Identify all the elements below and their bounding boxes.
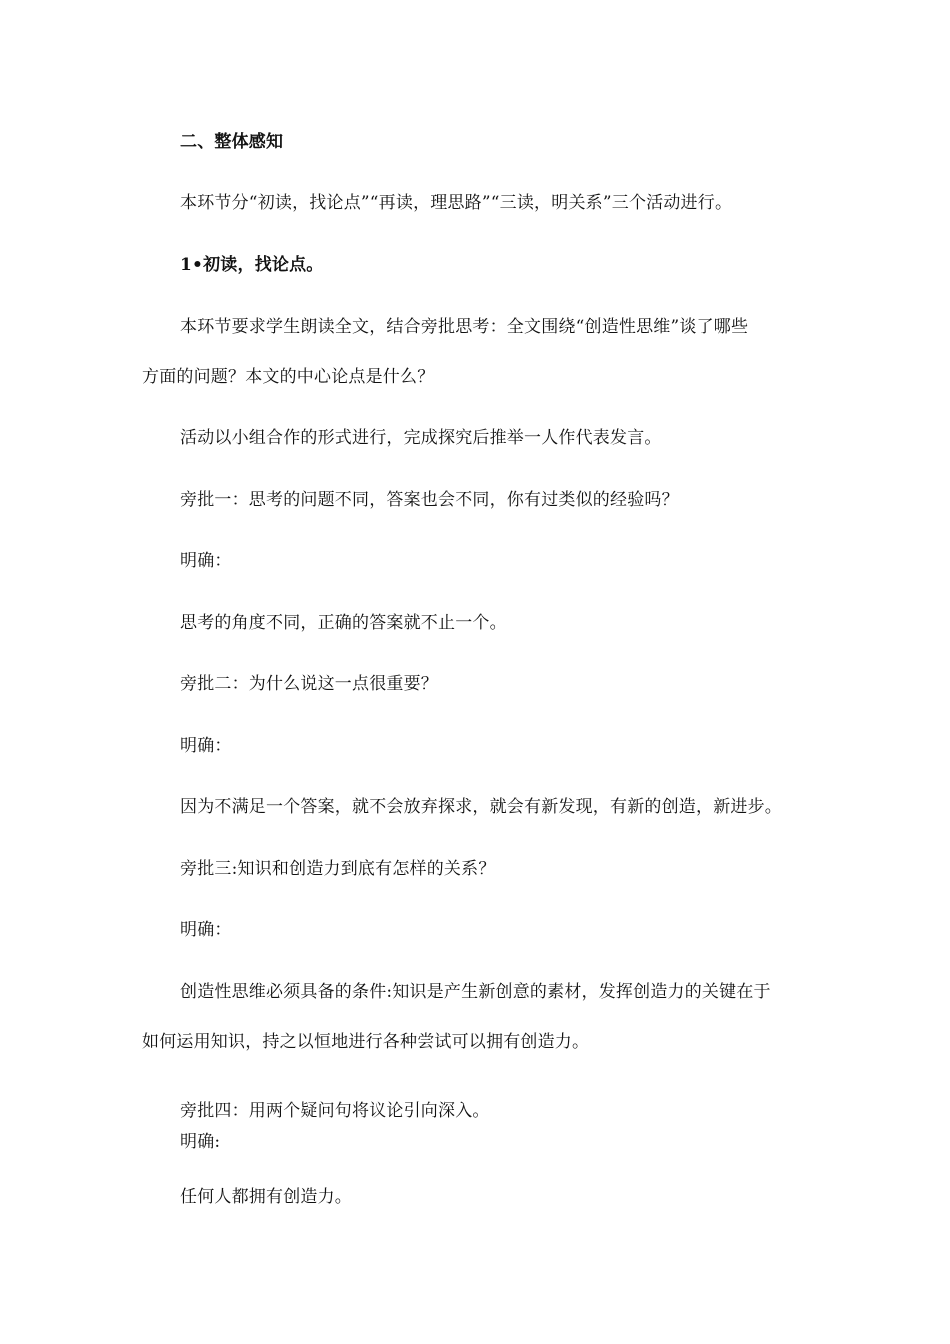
clarify-label-2: 明确： [180,736,232,756]
section-heading: 二、整体感知 [180,132,284,152]
paragraph-1-line-2: 方面的问题？本文的中心论点是什么？ [142,367,435,387]
clarify-text-3-line-1: 创造性思维必须具备的条件:知识是产生新创意的素材，发挥创造力的关键在于 [180,982,771,1002]
side-note-4: 旁批四：用两个疑问句将议论引向深入。 [180,1101,490,1121]
sub-heading: 1•初读，找论点。 [180,255,324,275]
clarify-text-2: 因为不满足一个答案，就不会放弃探求，就会有新发现，有新的创造，新进步。 [180,797,782,817]
paragraph-2: 活动以小组合作的形式进行，完成探究后推举一人作代表发言。 [180,428,662,448]
side-note-3: 旁批三:知识和创造力到底有怎样的关系？ [180,859,496,879]
side-note-2: 旁批二：为什么说这一点很重要？ [180,674,438,694]
side-note-1: 旁批一：思考的问题不同，答案也会不同，你有过类似的经验吗？ [180,490,679,510]
clarify-label-3: 明确： [180,920,232,940]
clarify-text-4: 任何人都拥有创造力。 [180,1187,352,1207]
clarify-label-1: 明确： [180,551,232,571]
paragraph-1-line-1: 本环节要求学生朗读全文，结合旁批思考：全文围绕“创造性思维”谈了哪些 [180,317,749,337]
clarify-text-1: 思考的角度不同，正确的答案就不止一个。 [180,613,507,633]
clarify-label-4: 明确: [180,1132,221,1152]
intro-paragraph: 本环节分“初读，找论点”“再读，理思路”“三读，明关系”三个活动进行。 [180,193,733,213]
clarify-text-3-line-2: 如何运用知识，持之以恒地进行各种尝试可以拥有创造力。 [142,1032,590,1052]
